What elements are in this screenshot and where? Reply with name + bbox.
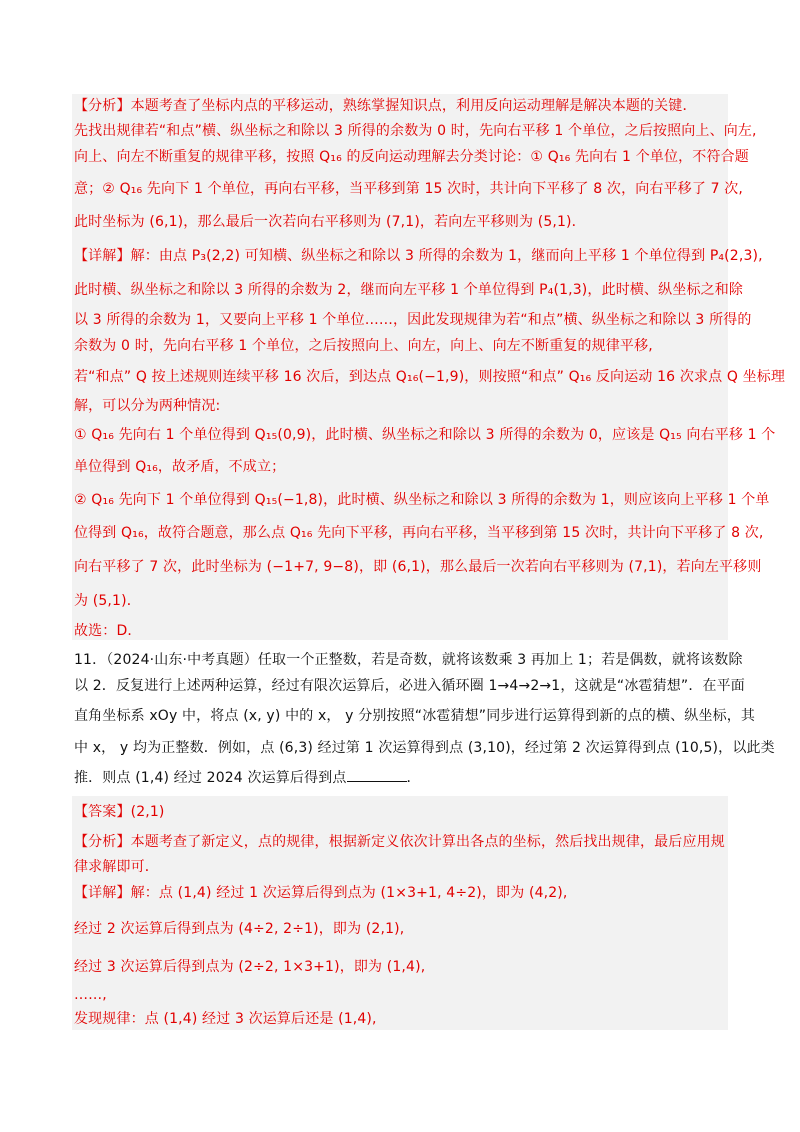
- analysis-tag: 【分析】: [74, 98, 131, 114]
- detail-tag: 【详解】: [74, 248, 131, 264]
- analysis-line-4: 意；② Q₁₆ 先向下 1 个单位，再向右平移，当平移到第 15 次时，共计向下平移了 8 次，向右平移了 7 次,: [74, 181, 743, 197]
- question-line-2: 以 2．反复进行上述两种运算，经过有限次运算后，必进入循环圈 1→4→2→1，这就是“冰雹猜想”．在平面: [74, 678, 745, 694]
- detail-line-11: 向右平移了 7 次，此时坐标为 (−1+7, 9−8)，即 (6,1)，那么最后一次若向右平移则为 (7,1)，若向左平移则: [74, 559, 762, 575]
- choice-line: 故选：D．: [74, 623, 142, 639]
- detail-line-4: 余数为 0 时，先向右平移 1 个单位，之后按照向上、向左，向上、向左不断重复的规律平移,: [74, 338, 653, 354]
- question-line-1: 11．（2024·山东·中考真题）任取一个正整数，若是奇数，就将该数乘 3 再加上 1；若是偶数，就将该数除: [74, 652, 743, 668]
- question-line-3: 直角坐标系 xOy 中，将点 (x, y) 中的 x， y 分别按照“冰雹猜想”同步进行运算得到新的点的横、纵坐标，其: [74, 708, 756, 724]
- analysis-line-1: 【分析】本题考查了坐标内点的平移运动，熟练掌握知识点，利用反向运动理解是解决本题的关键．: [74, 98, 697, 114]
- analysis-line-2: 先找出规律若“和点”横、纵坐标之和除以 3 所得的余数为 0 时，先向右平移 1 个单位，之后按照向上、向左,: [74, 123, 757, 139]
- question-line-5: 推．则点 (1,4) 经过 2024 次运算后得到点 ．: [74, 767, 734, 789]
- analysis-line-5: 此时坐标为 (6,1)，那么最后一次若向右平移则为 (7,1)，若向左平移则为 (5,1)．: [74, 214, 586, 230]
- detail-line-12: 为 (5,1)．: [74, 593, 141, 609]
- analysis-line-3: 向上、向左不断重复的规律平移，按照 Q₁₆ 的反向运动理解去分类讨论：① Q₁₆ 先向右 1 个单位，不符合题: [74, 149, 749, 165]
- answer-tag: 【答案】: [74, 804, 131, 820]
- answer-detail-line-3: 经过 3 次运算后得到点为 (2÷2, 1×3+1)，即为 (1,4),: [74, 959, 426, 975]
- answer-blank: [347, 767, 407, 782]
- detail-line-10: 位得到 Q₁₆，故符合题意，那么点 Q₁₆ 先向下平移，再向右平移，当平移到第 15 次时，共计向下平移了 8 次,: [74, 525, 764, 541]
- answer-detail-tag: 【详解】: [74, 885, 131, 901]
- detail-line-9: ② Q₁₆ 先向下 1 个单位得到 Q₁₅(−1,8)，此时横、纵坐标之和除以 3 所得的余数为 1，则应该向上平移 1 个单: [74, 492, 770, 508]
- answer-detail-line-4: ……,: [74, 987, 107, 1003]
- answer-detail-line-5: 发现规律：点 (1,4) 经过 3 次运算后还是 (1,4),: [74, 1011, 377, 1027]
- detail-line-7: ① Q₁₆ 先向右 1 个单位得到 Q₁₅(0,9)，此时横、纵坐标之和除以 3 所得的余数为 0，应该是 Q₁₅ 向右平移 1 个: [74, 427, 776, 443]
- answer-line: [74, 801, 734, 823]
- answer-analysis-tag: 【分析】: [74, 834, 131, 850]
- answer-analysis-line-1: 【分析】本题考查了新定义，点的规律，根据新定义依次计算出各点的坐标，然后找出规律，最后应用规: [74, 834, 725, 850]
- detail-line-8: 单位得到 Q₁₆，故矛盾，不成立；: [74, 459, 286, 475]
- answer-detail-line-2: 经过 2 次运算后得到点为 (4÷2, 2÷1)，即为 (2,1),: [74, 921, 405, 937]
- answer-value: (2,1): [130, 804, 165, 820]
- detail-line-1: 【详解】解：由点 P₃(2,2) 可知横、纵坐标之和除以 3 所得的余数为 1，继而向上平移 1 个单位得到 P₄(2,3),: [74, 248, 763, 264]
- detail-line-2: 此时横、纵坐标之和除以 3 所得的余数为 2，继而向左平移 1 个单位得到 P₄(1,3)，此时横、纵坐标之和除: [74, 282, 744, 298]
- answer-analysis-line-2: 律求解即可．: [74, 859, 159, 875]
- detail-line-6: 解，可以分为两种情况:: [74, 398, 221, 414]
- question-line-4: 中 x， y 均为正整数．例如，点 (6,3) 经过第 1 次运算得到点 (3,10)，经过第 2 次运算得到点 (10,5)，以此类: [74, 740, 775, 756]
- answer-detail-line-1: 【详解】解：点 (1,4) 经过 1 次运算后得到点为 (1×3+1, 4÷2)，即为 (4,2),: [74, 885, 568, 901]
- detail-line-5: 若“和点” Q 按上述规则连续平移 16 次后，到达点 Q₁₆(−1,9)，则按照“和点” Q₁₆ 反向运动 16 次求点 Q 坐标理: [74, 369, 786, 385]
- detail-line-3: 以 3 所得的余数为 1，又要向上平移 1 个单位……，因此发现规律为若“和点”横、纵坐标之和除以 3 所得的: [74, 312, 752, 328]
